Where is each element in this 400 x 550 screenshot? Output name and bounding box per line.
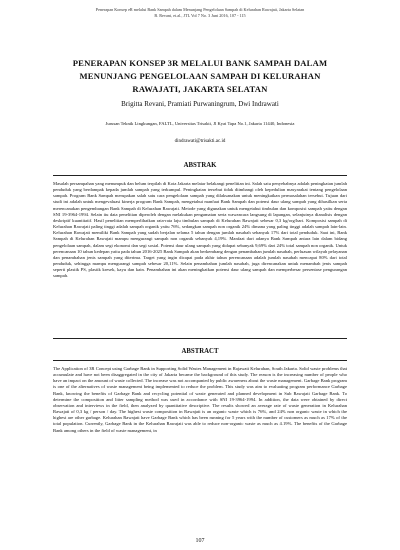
title-line-3: RAWAJATI, JAKARTA SELATAN <box>132 84 268 94</box>
running-head-line-2: B. Revani, et.al., JTL Vol 7 No. 3 Juni 2016, 107 - 115 <box>154 12 246 18</box>
author-list: Brigitta Revani, Pramiati Purwaningrum, Dwi Indrawati <box>121 100 279 108</box>
corresponding-email: dindrawati@trisakti.ac.id <box>174 139 226 144</box>
abstrak-body <box>53 181 347 280</box>
abstract-heading: ABSTRACT <box>181 348 219 355</box>
abstract-paragraph: The Application of 3R Concept using Garbage Bank in Supporting Solid Wastes Management in Rajawati Kelurahan, South Jakarta. Solid waste problems that accumulate and have not been disaggregated in the city of Jakarta became the background of this study. The reason is the increasing number of people who have an impact on the amount of waste collected. The increase was not accompanied by public awareness about the waste management. Garbage Bank program is one of the alternatives of waste management being implemented to reduce the problem. This study was aim to evaluating program performance Garbage Bank, knowing the benefits of Garbage Bank and recycling potential of waste generated and planned development in Sub Rawajati Garbage Bank. To determine the composition and litter sampling method was used in accordance with SNI 19-3964-1994. In addition, the data were obtained by direct observation and interviews in the field, then analyzed by quantitative descriptive. The results showed an average rate of waste generation in Kelurahan Rawajati of 0,3 kg / person / day. The highest waste composition in Rawajati is an organic waste which is 76%, and 24% non organic waste in which the highest are other garbage. Kelurahan Rawajati have Garbage Bank which has been running for 5 years with the number of customers as much as 17% of the total population. Currently, Garbage Bank in the Kelurahan Rawajati was able to reduce non-organic waste as much as 4.19%. The benefits of the Garbage Bank among others in the field of waste management, in <box>53 366 347 433</box>
affiliation: Jurusan Teknik Lingkungan, FALTL, Universitas Trisakti, Jl Kyai Tapa No.1, Jakarta 11440, Indonesia <box>105 121 295 126</box>
title-line-1: PENERAPAN KONSEP 3R MELALUI BANK SAMPAH DALAM <box>72 58 328 68</box>
page-number: 107 <box>195 538 205 544</box>
paper-title <box>60 57 340 96</box>
running-head-line-1: Penerapan Konsep eR melalui Bank Sampah dalam Menunjang Pengelolaan Sampah di Kelurahan Rawajati, Jakarta Selatan <box>95 7 305 12</box>
abstrak-bottom-rule <box>53 338 347 339</box>
abstract-body <box>53 366 347 434</box>
abstrak-heading: ABSTRAK <box>183 162 217 169</box>
abstrak-rule <box>53 175 347 176</box>
abstract-rule <box>53 360 347 361</box>
running-head <box>20 7 380 18</box>
abstrak-paragraph: Masalah persampahan yang menumpuk dan belum terpilah di Kota Jakarta melatar belakangi penelitian ini. Salah satu penyebabnya adalah peningkatan jumlah penduduk yang berdampak kepada jumlah sampah yang terkumpul. Peningkatan tersebut tidak diimbangi oleh kepedulian masyarakat tentang pengelolaan sampah. Program Bank Sampah merupakan salah satu cara pengelolaan sampah yang dilaksanakan untuk meningkatkan permasalahan tersebut. Tujuan dari studi ini adalah untuk mengevaluasi kinerja program Bank Sampah, mengetahui manfaat Bank Sampah dan potensi daur ulang sampah yang dihasilkan serta merencanakan pengembangan Bank Sampah di Kelurahan Rawajati. Metode yang digunakan untuk mengetahui timbulan dan komposisi sampah yaitu dengan SNI 19-3964-1994. Selain itu data penelitian diperoleh dengan melakukan pengamatan serta wawancara langsung di lapangan, selanjutnya dianalisis dengan deskriptif kuantitatif. Hasil penelitian memperlihatkan rata-rata laju timbulan sampah di Kelurahan Rawajati sebesar 0,3 kg/org/hari. Komposisi sampah di Kelurahan Rawajati paling tinggi adalah sampah organik yaitu 76%, sedangkan sampah non organik 24% dimana yang paling tinggi adalah sampah lain-lain. Kelurahan Rawajati memiliki Bank Sampah yang sudah berjalan selama 5 tahun dengan jumlah nasabah sebanyak 17% dari total penduduk. Saat ini, Bank Sampah di Kelurahan Rawajati mampu mengurangi sampah non organik sebanyak 4,19%. Manfaat dari adanya Bank Sampah antara lain dalam bidang pengelolaan sampah, dalam segi ekonomi dan segi sosial. Potensi daur ulang sampah yang didapat sebanyak 9,69% dari 24% total sampah non organik. Untuk perencanaan 10 tahun kedepan yaitu pada tahun 2016-2025 Bank Sampah akan berkembang dengan penambahan jumlah nasabah, perluasan wilayah pelayanan dan penambahan jenis sampah yang diterima. Target yang ingin dicapai pada akhir tahun perencanaan adalah jumlah nasabah mencapai 80% dari total penduduk, sehingga mampu mengurangi sampah sebesar 20,11%. Selain penambahan jumlah nasabah, juga direncanakan untuk menambah jenis sampah seperti plastik PS, plastik kresek, kayu dan kain. Penambahan ini akan meningkatkan potensi daur ulang sampah dan memperbesar persentase pengurangan sampah. <box>53 181 347 279</box>
title-line-2: MENUNJANG PENGELOLAAN SAMPAH DI KELURAHAN <box>79 71 321 81</box>
